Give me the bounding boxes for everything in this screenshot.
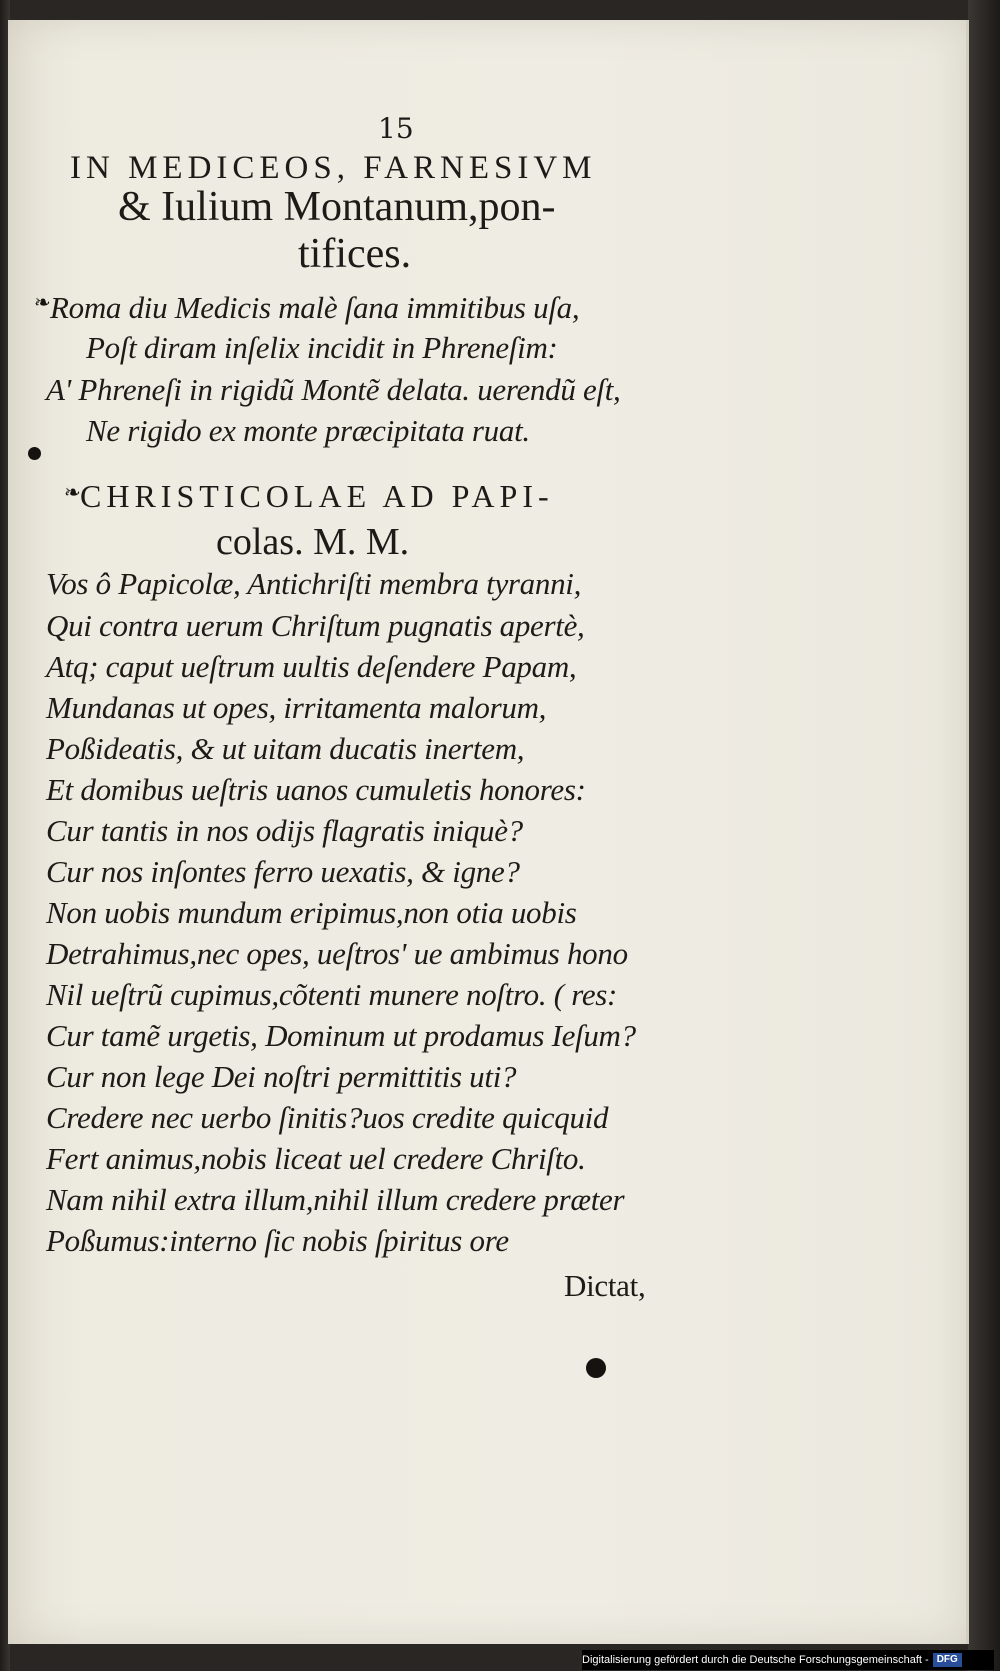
ink-dot: [28, 447, 41, 460]
poem2-line: Et domibus ueſtris uanos cumuletis honores:: [46, 772, 586, 807]
poem2-line: Atq; caput ueſtrum uultis deſendere Papam,: [46, 649, 577, 684]
page-number: 15: [378, 112, 414, 145]
poem2-line: Non uobis mundum eripimus,non otia uobis: [46, 895, 577, 930]
poem2-line: Cur tantis in nos odijs flagratis iniquè?: [46, 813, 523, 848]
poem2-line: Nam nihil extra illum,nihil illum credere præter: [46, 1182, 625, 1217]
poem2-line: Cur non lege Dei noſtri permittitis uti?: [46, 1059, 517, 1094]
heading-1-line-3: tifices.: [298, 231, 412, 277]
poem2-line: Nil ueſtrũ cupimus,cõtenti munere noſtro. ( res:: [46, 977, 618, 1012]
poem1-line: Poſt diram inſelix incidit in Phreneſim:: [86, 330, 558, 365]
poem2-line: Credere nec uerbo ſinitis?uos credite quicquid: [46, 1100, 609, 1135]
ink-dot: [586, 1358, 606, 1378]
poem1-line: A' Phreneſi in rigidũ Montẽ delata. uerendũ eſt,: [46, 372, 621, 407]
heading-2-line-2: colas. M. M.: [216, 521, 410, 563]
poem2-line: Fert animus,nobis liceat uel credere Chriſto.: [46, 1141, 586, 1176]
paragraph-mark-icon: ❧: [64, 480, 81, 504]
poem2-line: Cur tamẽ urgetis, Dominum ut prodamus Ieſum?: [46, 1018, 636, 1053]
heading-2-line-1: CHRISTICOLAE AD PAPI-: [80, 478, 554, 514]
poem2-line: Poßumus:interno ſic nobis ſpiritus ore: [46, 1223, 509, 1258]
poem1-line: Ne rigido ex monte præcipitata ruat.: [86, 413, 530, 448]
catchword: Dictat,: [564, 1268, 646, 1303]
poem1-line: Roma diu Medicis malè ſana immitibus uſa,: [50, 290, 580, 325]
poem2-line: Cur nos inſontes ferro uexatis, & igne?: [46, 854, 520, 889]
poem2-line: Qui contra uerum Chriſtum pugnatis apertè,: [46, 608, 585, 643]
poem2-line: Mundanas ut opes, irritamenta malorum,: [46, 690, 547, 725]
heading-1-caps: IN MEDICEOS, FARNESIVM: [70, 150, 597, 186]
dfg-logo: DFG: [933, 1653, 962, 1667]
poem2-line: Vos ô Papicolæ, Antichriſti membra tyranni,: [46, 566, 582, 601]
book-edge: [968, 0, 1000, 1671]
digitization-footer: [582, 1650, 994, 1670]
paragraph-mark-icon: ❧: [34, 290, 51, 314]
poem2-line: Poßideatis, & ut uitam ducatis inertem,: [46, 731, 525, 766]
heading-1-line-2: & Iulium Montanum,pon-: [118, 184, 556, 230]
footer-text: Digitalisierung gefördert durch die Deutsche Forschungsgemeinschaft -: [582, 1654, 929, 1666]
poem2-line: Detrahimus,nec opes, ueſtros' ue ambimus hono: [46, 936, 628, 971]
